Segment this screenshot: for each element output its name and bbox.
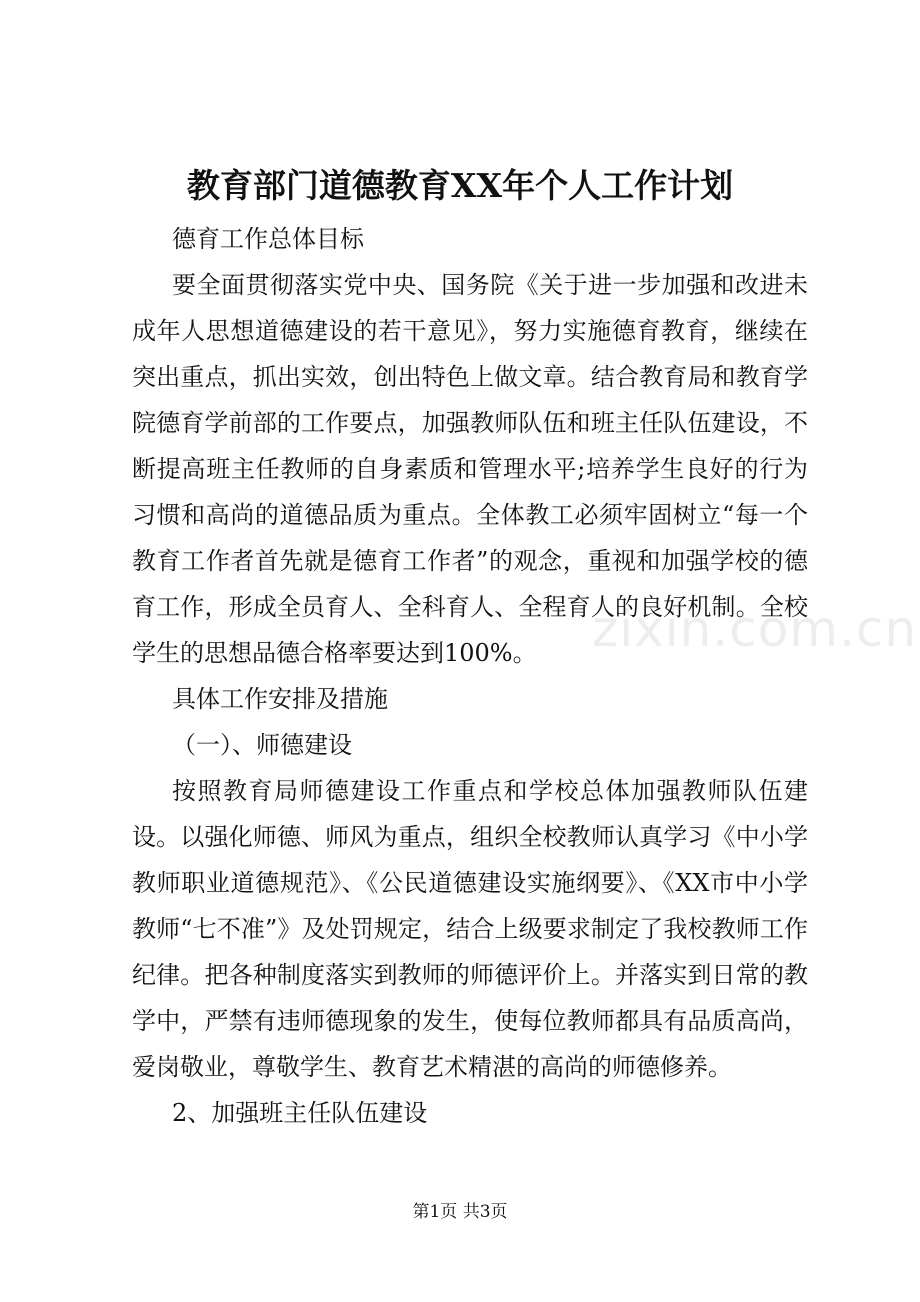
watermark: zixin.com.cn xyxy=(592,600,918,658)
paragraph-teacher-ethics: 按照教育局师德建设工作重点和学校总体加强教师队伍建设。以强化师德、师风为重点，组织全校教师认真学习《中小学教师职业道德规范》、《公民道德建设实施纲要》、《XX市中小学教师“七不准”》及处罚规定，结合上级要求制定了我校教师工作纪律。把各种制度落实到教师的师德评价上。并落实到日常的教学中，严禁有违师德现象的发生，使每位教师都具有品质高尚，爱岗敬业，尊敬学生、教育艺术精湛的高尚的师德修养。 xyxy=(132,777,808,1081)
page-footer: 第1页 共3页 xyxy=(412,1202,508,1222)
subheading-teacher-ethics: （一）、师德建设 xyxy=(172,731,352,759)
section-heading-goals: 德育工作总体目标 xyxy=(172,225,364,253)
document-title: 教育部门道德教育XX年个人工作计划 xyxy=(186,166,734,205)
document-body xyxy=(132,216,808,1136)
section-heading-arrangements: 具体工作安排及措施 xyxy=(172,685,388,713)
paragraph-goals: 要全面贯彻落实党中央、国务院《关于进一步加强和改进未成年人思想道德建设的若干意见》，努力实施德育教育，继续在突出重点，抓出实效，创出特色上做文章。结合教育局和教育学院德育学前部的工作要点，加强教师队伍和班主任队伍建设，不断提高班主任教师的自身素质和管理水平;培养学生良好的行为习惯和高尚的道德品质为重点。全体教工必须牢固树立“每一个教育工作者首先就是德育工作者”的观念，重视和加强学校的德育工作，形成全员育人、全科育人、全程育人的良好机制。全校学生的思想品德合格率要达到100%。 xyxy=(132,271,808,667)
subheading-class-teachers: 2、加强班主任队伍建设 xyxy=(172,1099,428,1127)
